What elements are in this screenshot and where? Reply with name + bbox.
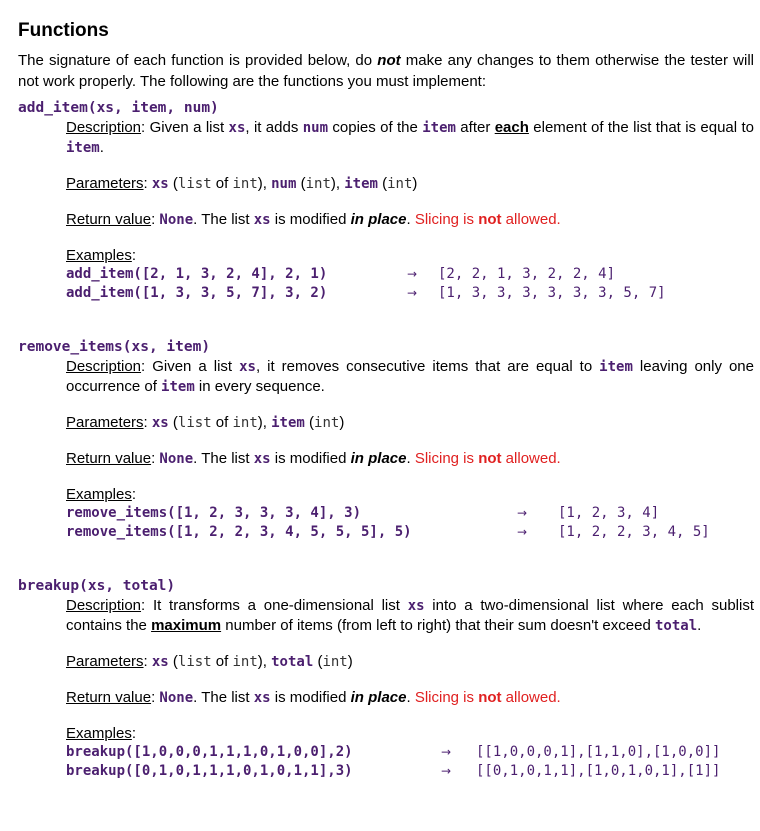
arrow-icon: → [440, 745, 452, 759]
examples-table [66, 504, 710, 542]
arrow-icon: → [406, 267, 418, 281]
function-description: Description: It transforms a one-dimensional list xs into a two-dimensional list where each sublist contains the maximum number of items (from left to right) that their sum doesn't exceed total. [66, 597, 754, 634]
function-parameters: Parameters: xs (list of int), item (int) [66, 414, 345, 431]
function-description: Description: Given a list xs, it removes consecutive items that are equal to item leaving only one occurrence of item in every sequence. [66, 358, 754, 395]
section-heading: Functions [18, 20, 109, 41]
examples-label: Examples: [66, 486, 137, 503]
example-row: remove_items([1, 2, 2, 3, 4, 5, 5, 5], 5) → [1, 2, 2, 3, 4, 5] [66, 524, 710, 540]
intro-text-2: make any changes to them otherwise the tester will not work properly. The following are the functions you must implement: [18, 52, 754, 90]
slicing-note: Slicing is not allowed. [414, 211, 561, 228]
arrow-icon: → [440, 764, 452, 778]
function-return-value: Return value: None. The list xs is modified in place. Slicing is not allowed. [66, 450, 561, 467]
example-row: add_item([2, 1, 3, 2, 4], 2, 1) → [2, 2, 1, 3, 2, 2, 4] [66, 266, 616, 282]
intro-text-1: The signature of each function is provided below, do [18, 52, 378, 69]
function-parameters: Parameters: xs (list of int), total (int) [66, 653, 353, 670]
document-page [18, 18, 754, 781]
examples-table [66, 743, 720, 781]
function-signature: remove_items(xs, item) [18, 339, 211, 355]
function-return-value: Return value: None. The list xs is modified in place. Slicing is not allowed. [66, 689, 561, 706]
function-breakup [18, 576, 754, 781]
function-description: Description: Given a list xs, it adds num copies of the item after each element of the list that is equal to item. [66, 119, 754, 156]
function-signature: add_item(xs, item, num) [18, 100, 219, 116]
arrow-icon: → [406, 286, 418, 300]
function-remove-items [18, 337, 754, 542]
example-row: remove_items([1, 2, 3, 3, 3, 4], 3) → [1, 2, 3, 4] [66, 505, 660, 521]
examples-label: Examples: [66, 247, 137, 264]
example-row: breakup([1,0,0,0,1,1,1,0,1,0,0],2) → [[1,0,0,0,1],[1,1,0],[1,0,0]] [66, 744, 721, 760]
function-parameters: Parameters: xs (list of int), num (int), item (int) [66, 175, 418, 192]
example-row: add_item([1, 3, 3, 5, 7], 3, 2) → [1, 3, 3, 3, 3, 3, 3, 5, 7] [66, 285, 666, 301]
arrow-icon: → [516, 525, 528, 539]
intro-emphasis: not [377, 52, 401, 69]
example-row: breakup([0,1,0,1,1,1,0,1,0,1,1],3) → [[0,1,0,1,1],[1,0,1,0,1],[1]] [66, 763, 721, 779]
examples-table [66, 265, 666, 303]
function-add-item [18, 98, 754, 303]
function-return-value: Return value: None. The list xs is modified in place. Slicing is not allowed. [66, 211, 561, 228]
slicing-note: Slicing is not allowed. [414, 689, 561, 706]
arrow-icon: → [516, 506, 528, 520]
examples-label: Examples: [66, 725, 137, 742]
intro-paragraph [18, 50, 754, 92]
slicing-note: Slicing is not allowed. [414, 450, 561, 467]
function-signature: breakup(xs, total) [18, 578, 176, 594]
